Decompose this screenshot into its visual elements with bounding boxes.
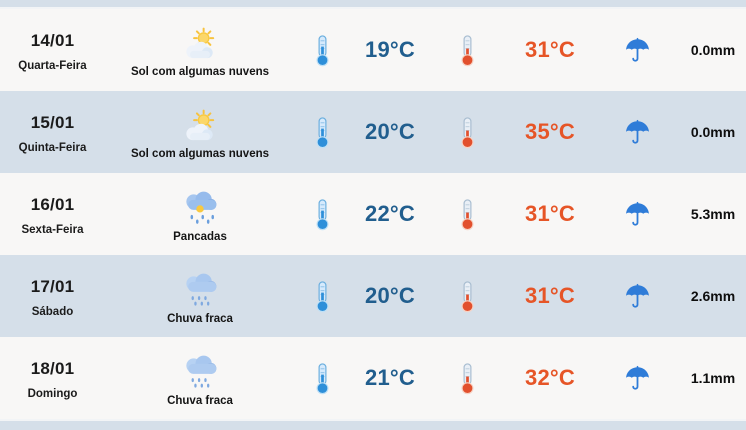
thermometer-cold-icon [312,362,333,395]
forecast-row [0,337,746,419]
weather-cell [105,267,295,325]
rain-value: 2.6mm [690,288,736,304]
rain-icon-cell [595,365,680,392]
thermometer-hot-icon [457,362,478,395]
thermometer-hot-icon [457,34,478,67]
rain-value: 0.0mm [690,42,736,58]
light-rain-icon [180,270,220,310]
min-temp-icon-cell [295,198,350,231]
date-cell [0,275,105,318]
max-temp-icon-cell [430,34,505,67]
rain-icon-cell [595,37,680,64]
max-temp-value: 31°C [525,201,575,226]
showers-icon [180,188,220,228]
weather-cell [105,105,295,160]
thermometer-cold-icon [312,198,333,231]
condition-label: Sol com algumas nuvens [130,65,270,78]
condition-label: Chuva fraca [167,395,233,407]
min-temp-icon-cell [295,116,350,149]
date-cell [0,357,105,400]
umbrella-icon [624,365,651,392]
thermometer-hot-icon [457,116,478,149]
next-row-edge [0,419,746,430]
max-temp-icon-cell [430,198,505,231]
max-temp-icon-cell [430,362,505,395]
day-label: Quarta-Feira [18,59,87,72]
thermometer-hot-icon [457,280,478,313]
date-label: 15/01 [30,112,75,132]
max-temp-value: 35°C [525,119,575,144]
forecast-row [0,91,746,173]
rain-icon-cell [595,283,680,310]
previous-row-edge [0,0,746,9]
thermometer-cold-icon [312,116,333,149]
day-label: Sexta-Feira [21,223,84,236]
rain-value: 0.0mm [690,124,736,140]
light-rain-icon [180,352,220,392]
rain-icon-cell [595,201,680,228]
min-temp-value: 20°C [365,119,415,144]
forecast-row [0,9,746,91]
umbrella-icon [624,283,651,310]
sun-with-clouds-icon [180,108,220,145]
date-label: 14/01 [30,30,75,50]
min-temp-icon-cell [295,34,350,67]
max-temp-value: 31°C [525,37,575,62]
weather-cell [105,185,295,243]
day-label: Quinta-Feira [18,141,87,154]
date-label: 17/01 [30,276,75,296]
umbrella-icon [624,119,651,146]
thermometer-cold-icon [312,280,333,313]
max-temp-value: 32°C [525,365,575,390]
weather-cell [105,349,295,407]
min-temp-value: 19°C [365,37,415,62]
forecast-row [0,255,746,337]
date-cell [0,193,105,236]
day-label: Domingo [27,387,78,400]
max-temp-icon-cell [430,280,505,313]
date-label: 16/01 [30,194,75,214]
min-temp-value: 21°C [365,365,415,390]
weather-cell [105,23,295,78]
min-temp-icon-cell [295,362,350,395]
date-cell [0,111,105,154]
condition-label: Pancadas [173,231,227,243]
min-temp-value: 20°C [365,283,415,308]
rain-value: 1.1mm [690,370,736,386]
rain-icon-cell [595,119,680,146]
forecast-row [0,173,746,255]
umbrella-icon [624,37,651,64]
date-cell [0,29,105,72]
day-label: Sábado [31,305,74,318]
condition-label: Sol com algumas nuvens [130,147,270,160]
rain-value: 5.3mm [690,206,736,222]
max-temp-value: 31°C [525,283,575,308]
thermometer-hot-icon [457,198,478,231]
max-temp-icon-cell [430,116,505,149]
condition-label: Chuva fraca [167,313,233,325]
min-temp-icon-cell [295,280,350,313]
date-label: 18/01 [30,358,75,378]
min-temp-value: 22°C [365,201,415,226]
umbrella-icon [624,201,651,228]
sun-with-clouds-icon [180,26,220,63]
thermometer-cold-icon [312,34,333,67]
